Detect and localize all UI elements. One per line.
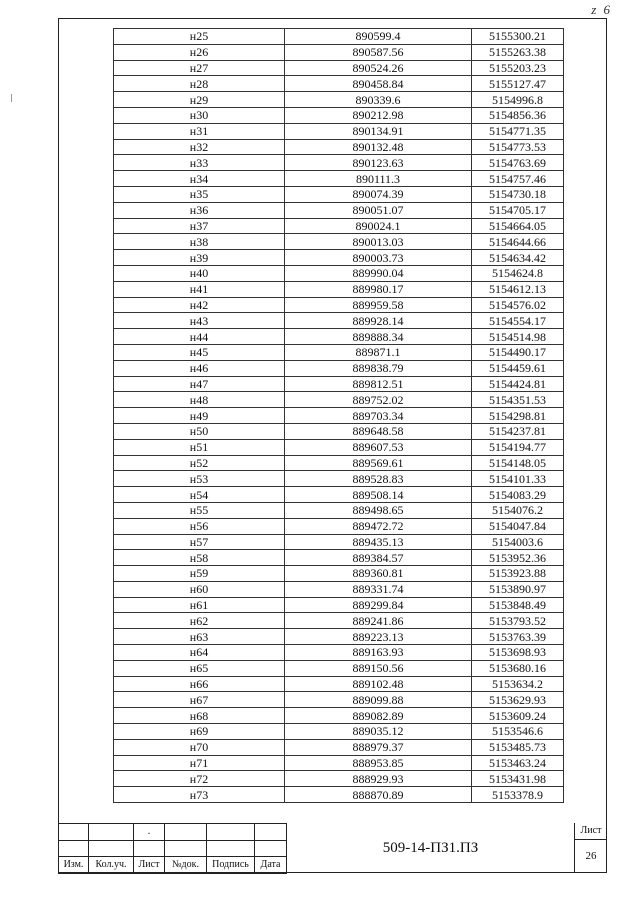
point-id-cell: н40: [114, 265, 285, 281]
x-coordinate-cell: 890458.84: [285, 76, 472, 92]
y-coordinate-cell: 5155300.21: [472, 29, 564, 45]
x-coordinate-cell: 889812.51: [285, 376, 472, 392]
y-coordinate-cell: 5155263.38: [472, 44, 564, 60]
table-row: [114, 186, 564, 202]
point-id-cell: н68: [114, 708, 285, 724]
x-coordinate-cell: 889648.58: [285, 423, 472, 439]
point-id-cell: н28: [114, 76, 285, 92]
x-coordinate-cell: 889607.53: [285, 439, 472, 455]
y-coordinate-cell: 5154996.8: [472, 92, 564, 108]
sheet-label: Лист: [575, 823, 607, 840]
table-row: [114, 360, 564, 376]
table-row: [114, 550, 564, 566]
table-row: [114, 139, 564, 155]
point-id-cell: н43: [114, 313, 285, 329]
x-coordinate-cell: 890051.07: [285, 202, 472, 218]
y-coordinate-cell: 5154514.98: [472, 329, 564, 345]
header-date: Дата: [255, 857, 287, 874]
point-id-cell: н25: [114, 29, 285, 45]
table-row: [114, 708, 564, 724]
x-coordinate-cell: 889569.61: [285, 455, 472, 471]
y-coordinate-cell: 5154298.81: [472, 408, 564, 424]
table-row: [114, 645, 564, 661]
table-row: [114, 329, 564, 345]
y-coordinate-cell: 5153378.9: [472, 787, 564, 803]
x-coordinate-cell: 889528.83: [285, 471, 472, 487]
point-id-cell: н51: [114, 439, 285, 455]
point-id-cell: н39: [114, 250, 285, 266]
table-row: [114, 76, 564, 92]
table-row: [114, 566, 564, 582]
coordinates-table: [113, 28, 564, 803]
revision-grid: [58, 823, 287, 874]
point-id-cell: н26: [114, 44, 285, 60]
point-id-cell: н54: [114, 487, 285, 503]
point-id-cell: н50: [114, 423, 285, 439]
sheet-box: [574, 823, 607, 873]
x-coordinate-cell: 890111.3: [285, 171, 472, 187]
table-row: [114, 660, 564, 676]
point-id-cell: н65: [114, 660, 285, 676]
x-coordinate-cell: 888953.85: [285, 755, 472, 771]
point-id-cell: н66: [114, 676, 285, 692]
header-doc-number: №док.: [165, 857, 207, 874]
y-coordinate-cell: 5153463.24: [472, 755, 564, 771]
x-coordinate-cell: 889703.34: [285, 408, 472, 424]
x-coordinate-cell: 889099.88: [285, 692, 472, 708]
x-coordinate-cell: 889163.93: [285, 645, 472, 661]
table-row: [114, 60, 564, 76]
header-signature: Подпись: [207, 857, 255, 874]
x-coordinate-cell: 889959.58: [285, 297, 472, 313]
point-id-cell: н63: [114, 629, 285, 645]
y-coordinate-cell: 5154083.29: [472, 487, 564, 503]
point-id-cell: н57: [114, 534, 285, 550]
table-row: [114, 771, 564, 787]
y-coordinate-cell: 5154554.17: [472, 313, 564, 329]
table-row: [114, 107, 564, 123]
table-row: [114, 171, 564, 187]
header-change: Изм.: [59, 857, 89, 874]
table-row: [114, 629, 564, 645]
point-id-cell: н41: [114, 281, 285, 297]
y-coordinate-cell: 5153698.93: [472, 645, 564, 661]
revision-row: [59, 824, 287, 841]
y-coordinate-cell: 5153609.24: [472, 708, 564, 724]
table-row: [114, 234, 564, 250]
sheet-number: 26: [585, 850, 597, 862]
x-coordinate-cell: 890074.39: [285, 186, 472, 202]
x-coordinate-cell: 889082.89: [285, 708, 472, 724]
y-coordinate-cell: 5153952.36: [472, 550, 564, 566]
header-sheet: Лист: [134, 857, 165, 874]
y-coordinate-cell: 5154459.61: [472, 360, 564, 376]
revision-header-row: [59, 857, 287, 874]
table-row: [114, 692, 564, 708]
point-id-cell: н48: [114, 392, 285, 408]
point-id-cell: н45: [114, 344, 285, 360]
table-row: [114, 344, 564, 360]
y-coordinate-cell: 5155203.23: [472, 60, 564, 76]
x-coordinate-cell: 888929.93: [285, 771, 472, 787]
y-coordinate-cell: 5153763.39: [472, 629, 564, 645]
coordinates-table-body: [114, 29, 564, 803]
table-row: [114, 297, 564, 313]
point-id-cell: н44: [114, 329, 285, 345]
y-coordinate-cell: 5154047.84: [472, 518, 564, 534]
y-coordinate-cell: 5153793.52: [472, 613, 564, 629]
y-coordinate-cell: 5154773.53: [472, 139, 564, 155]
point-id-cell: н62: [114, 613, 285, 629]
table-row: [114, 597, 564, 613]
table-row: [114, 518, 564, 534]
point-id-cell: н73: [114, 787, 285, 803]
table-row: [114, 676, 564, 692]
table-row: [114, 613, 564, 629]
table-row: [114, 313, 564, 329]
point-id-cell: н70: [114, 739, 285, 755]
x-coordinate-cell: 889435.13: [285, 534, 472, 550]
x-coordinate-cell: 890339.6: [285, 92, 472, 108]
y-coordinate-cell: 5154076.2: [472, 502, 564, 518]
point-id-cell: н35: [114, 186, 285, 202]
table-row: [114, 755, 564, 771]
point-id-cell: н32: [114, 139, 285, 155]
x-coordinate-cell: 889752.02: [285, 392, 472, 408]
x-coordinate-cell: 890013.03: [285, 234, 472, 250]
table-row: [114, 44, 564, 60]
x-coordinate-cell: 889241.86: [285, 613, 472, 629]
point-id-cell: н34: [114, 171, 285, 187]
point-id-cell: н42: [114, 297, 285, 313]
point-id-cell: н33: [114, 155, 285, 171]
point-id-cell: н36: [114, 202, 285, 218]
x-coordinate-cell: 888870.89: [285, 787, 472, 803]
point-id-cell: н47: [114, 376, 285, 392]
x-coordinate-cell: 889508.14: [285, 487, 472, 503]
point-id-cell: н59: [114, 566, 285, 582]
point-id-cell: н29: [114, 92, 285, 108]
y-coordinate-cell: 5154576.02: [472, 297, 564, 313]
x-coordinate-cell: 889990.04: [285, 265, 472, 281]
y-coordinate-cell: 5153485.73: [472, 739, 564, 755]
y-coordinate-cell: 5154644.66: [472, 234, 564, 250]
table-row: [114, 202, 564, 218]
table-row: [114, 392, 564, 408]
x-coordinate-cell: 889331.74: [285, 581, 472, 597]
x-coordinate-cell: 889498.65: [285, 502, 472, 518]
table-row: [114, 123, 564, 139]
table-row: [114, 376, 564, 392]
x-coordinate-cell: 889223.13: [285, 629, 472, 645]
y-coordinate-cell: 5154664.05: [472, 218, 564, 234]
table-row: [114, 439, 564, 455]
table-row: [114, 724, 564, 740]
y-coordinate-cell: 5153680.16: [472, 660, 564, 676]
x-coordinate-cell: 890134.91: [285, 123, 472, 139]
table-row: [114, 408, 564, 424]
y-coordinate-cell: 5154148.05: [472, 455, 564, 471]
table-row: [114, 155, 564, 171]
y-coordinate-cell: 5154490.17: [472, 344, 564, 360]
x-coordinate-cell: 890003.73: [285, 250, 472, 266]
point-id-cell: н58: [114, 550, 285, 566]
table-row: [114, 581, 564, 597]
x-coordinate-cell: 890212.98: [285, 107, 472, 123]
point-id-cell: н38: [114, 234, 285, 250]
x-coordinate-cell: 890524.26: [285, 60, 472, 76]
y-coordinate-cell: 5154424.81: [472, 376, 564, 392]
table-row: [114, 29, 564, 45]
x-coordinate-cell: 889838.79: [285, 360, 472, 376]
table-row: [114, 471, 564, 487]
header-count: Кол.уч.: [89, 857, 134, 874]
y-coordinate-cell: 5154763.69: [472, 155, 564, 171]
title-block: [58, 823, 607, 873]
point-id-cell: н64: [114, 645, 285, 661]
y-coordinate-cell: 5154237.81: [472, 423, 564, 439]
table-row: [114, 265, 564, 281]
point-id-cell: н67: [114, 692, 285, 708]
y-coordinate-cell: 5154856.36: [472, 107, 564, 123]
y-coordinate-cell: 5154624.8: [472, 265, 564, 281]
x-coordinate-cell: 888979.37: [285, 739, 472, 755]
x-coordinate-cell: 889299.84: [285, 597, 472, 613]
point-id-cell: н46: [114, 360, 285, 376]
table-row: [114, 502, 564, 518]
point-id-cell: н27: [114, 60, 285, 76]
y-coordinate-cell: 5154194.77: [472, 439, 564, 455]
corner-note: z 6: [591, 2, 612, 17]
x-coordinate-cell: 890132.48: [285, 139, 472, 155]
point-id-cell: н72: [114, 771, 285, 787]
table-row: [114, 787, 564, 803]
x-coordinate-cell: 890587.56: [285, 44, 472, 60]
point-id-cell: н37: [114, 218, 285, 234]
y-coordinate-cell: 5154757.46: [472, 171, 564, 187]
y-coordinate-cell: 5153890.97: [472, 581, 564, 597]
y-coordinate-cell: 5153431.98: [472, 771, 564, 787]
x-coordinate-cell: 889472.72: [285, 518, 472, 534]
table-row: [114, 92, 564, 108]
x-coordinate-cell: 890123.63: [285, 155, 472, 171]
y-coordinate-cell: 5155127.47: [472, 76, 564, 92]
x-coordinate-cell: 889980.17: [285, 281, 472, 297]
table-row: [114, 281, 564, 297]
x-coordinate-cell: 890599.4: [285, 29, 472, 45]
y-coordinate-cell: 5154771.35: [472, 123, 564, 139]
x-coordinate-cell: 889360.81: [285, 566, 472, 582]
point-id-cell: н60: [114, 581, 285, 597]
table-row: [114, 534, 564, 550]
revision-row: [59, 840, 287, 857]
table-row: [114, 218, 564, 234]
y-coordinate-cell: 5154634.42: [472, 250, 564, 266]
point-id-cell: н31: [114, 123, 285, 139]
x-coordinate-cell: 889102.48: [285, 676, 472, 692]
table-row: [114, 739, 564, 755]
table-row: [114, 423, 564, 439]
point-id-cell: н55: [114, 502, 285, 518]
table-row: [114, 455, 564, 471]
point-id-cell: н56: [114, 518, 285, 534]
y-coordinate-cell: 5154730.18: [472, 186, 564, 202]
y-coordinate-cell: 5154351.53: [472, 392, 564, 408]
y-coordinate-cell: 5153546.6: [472, 724, 564, 740]
x-coordinate-cell: 889888.34: [285, 329, 472, 345]
table-row: [114, 487, 564, 503]
y-coordinate-cell: 5153629.93: [472, 692, 564, 708]
document-code: 509-14-ПЗ1.ПЗ: [286, 823, 574, 873]
margin-tick: [11, 94, 12, 102]
table-row: [114, 250, 564, 266]
x-coordinate-cell: 889871.1: [285, 344, 472, 360]
point-id-cell: н71: [114, 755, 285, 771]
y-coordinate-cell: 5154101.33: [472, 471, 564, 487]
y-coordinate-cell: 5154612.13: [472, 281, 564, 297]
point-id-cell: н69: [114, 724, 285, 740]
point-id-cell: н49: [114, 408, 285, 424]
x-coordinate-cell: 890024.1: [285, 218, 472, 234]
x-coordinate-cell: 889928.14: [285, 313, 472, 329]
y-coordinate-cell: 5153923.88: [472, 566, 564, 582]
y-coordinate-cell: 5153848.49: [472, 597, 564, 613]
y-coordinate-cell: 5154003.6: [472, 534, 564, 550]
x-coordinate-cell: 889035.12: [285, 724, 472, 740]
x-coordinate-cell: 889150.56: [285, 660, 472, 676]
point-id-cell: н53: [114, 471, 285, 487]
revision-mark: .: [134, 824, 165, 841]
y-coordinate-cell: 5154705.17: [472, 202, 564, 218]
y-coordinate-cell: 5153634.2: [472, 676, 564, 692]
point-id-cell: н52: [114, 455, 285, 471]
x-coordinate-cell: 889384.57: [285, 550, 472, 566]
point-id-cell: н61: [114, 597, 285, 613]
point-id-cell: н30: [114, 107, 285, 123]
